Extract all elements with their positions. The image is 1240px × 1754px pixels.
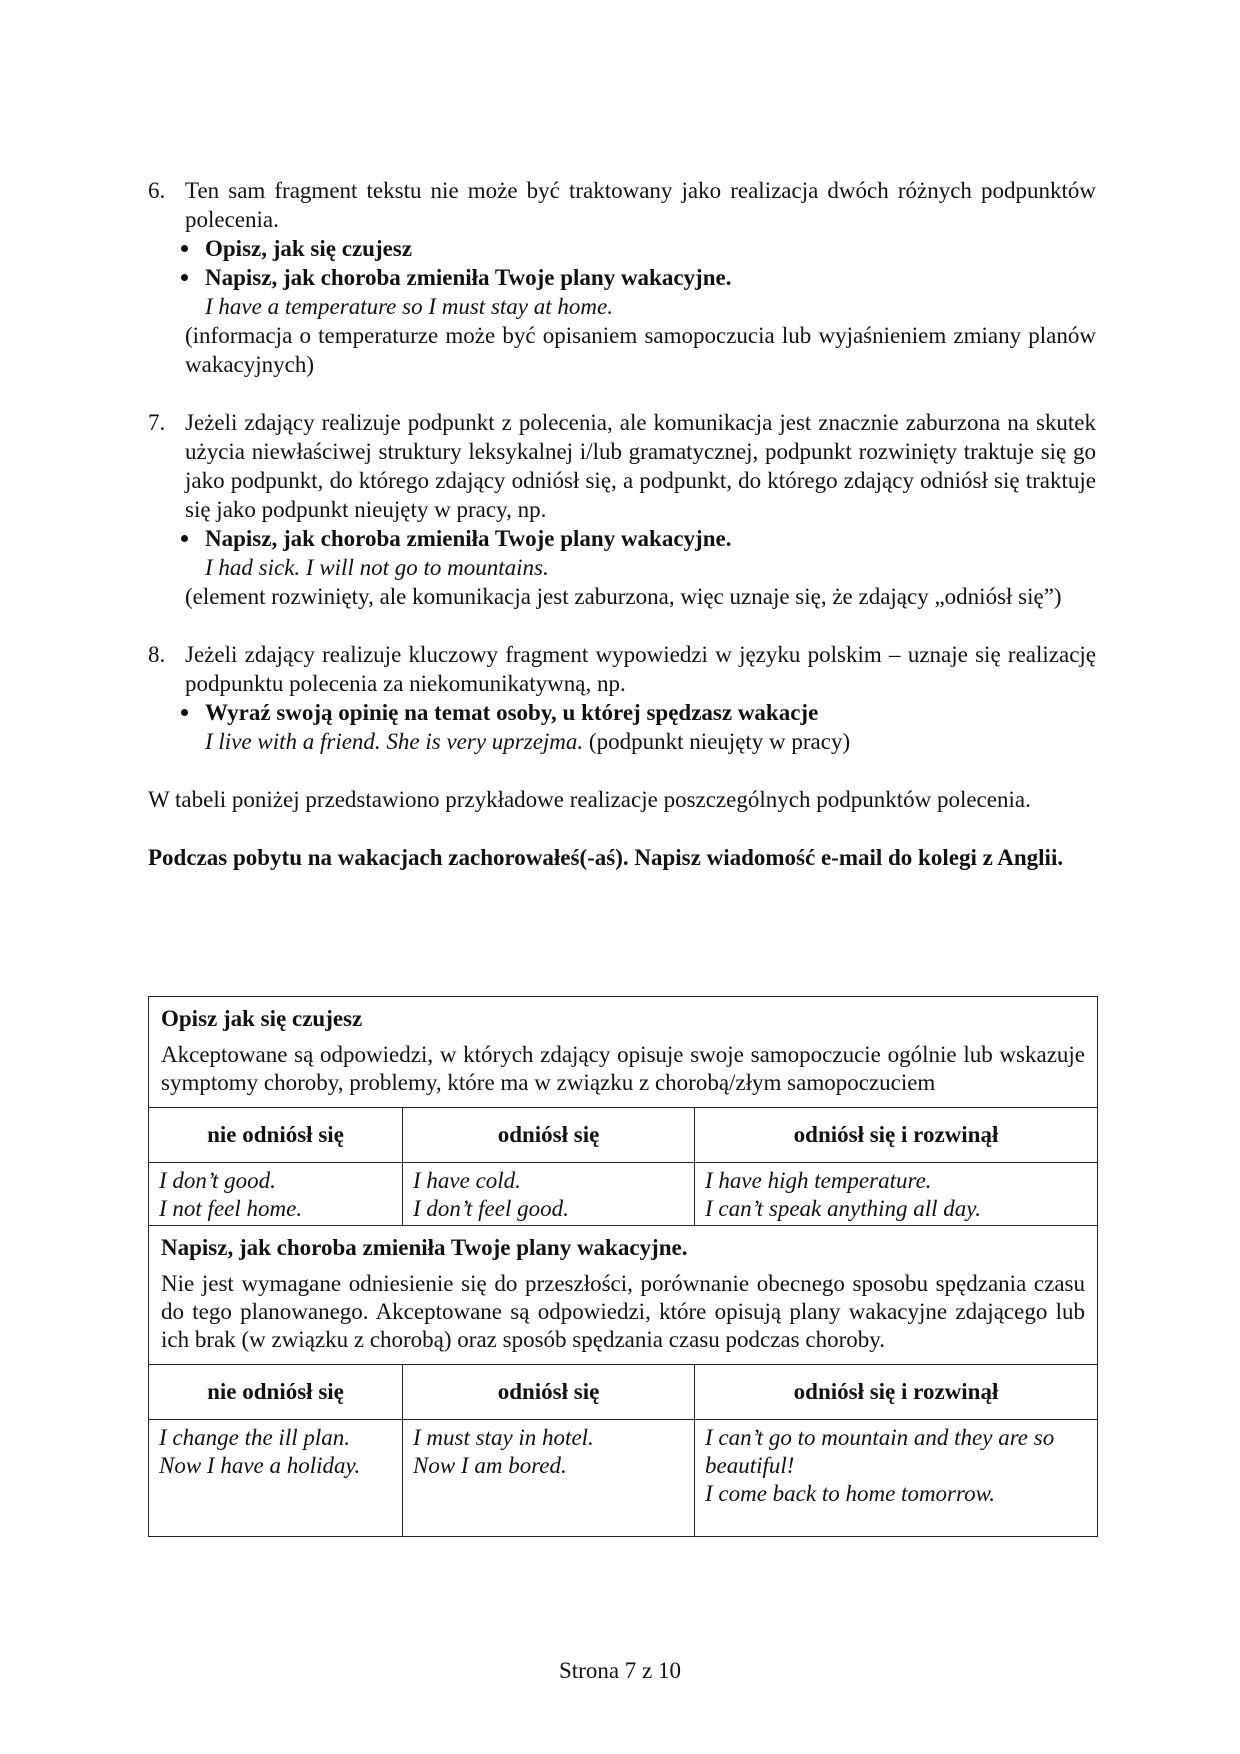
cell-line: I come back to home tomorrow. bbox=[705, 1481, 995, 1506]
task-heading: Podczas pobytu na wakacjach zachorowałeś(-aś). Napisz wiadomość e-mail do kolegi z Anglii. bbox=[148, 845, 1064, 870]
table-row bbox=[149, 1420, 1098, 1537]
column-header: odniósł się bbox=[403, 1365, 695, 1420]
rule-7 bbox=[148, 408, 1096, 524]
bullet-item: Napisz, jak choroba zmieniła Twoje plany wakacyjne. bbox=[148, 263, 1096, 292]
note-text: (informacja o temperaturze może być opisaniem samopoczucia lub wyjaśnieniem zmiany planów wakacyjnych) bbox=[185, 323, 1096, 377]
criteria-table bbox=[148, 996, 1098, 1537]
column-header: odniósł się i rozwinął bbox=[695, 1365, 1098, 1420]
rule-note bbox=[148, 321, 1096, 379]
document-body bbox=[148, 176, 1096, 872]
bullet-item: Wyraź swoją opinię na temat osoby, u której spędzasz wakacje bbox=[148, 698, 1096, 727]
cell-line: I can’t go to mountain and they are so beautiful! bbox=[705, 1425, 1055, 1478]
table-cell bbox=[695, 1420, 1098, 1537]
table-cell bbox=[403, 1420, 695, 1537]
rule-note bbox=[148, 582, 1096, 611]
column-header: odniósł się i rozwinął bbox=[695, 1108, 1098, 1163]
column-header: odniósł się bbox=[403, 1108, 695, 1163]
section-text: Nie jest wymagane odniesienie się do przeszłości, porównanie obecnego sposobu spędzania czasu do tego planowanego. Akceptowane są odpowiedzi, które opisują plany wakacyjne zdającego lub ich brak (w związku z chorobą) oraz sposób spędzania czasu podczas choroby. bbox=[161, 1271, 1086, 1352]
bullet-item: Napisz, jak choroba zmieniła Twoje plany wakacyjne. bbox=[148, 524, 1096, 553]
table-cell bbox=[149, 1163, 403, 1226]
example-text: I had sick. I will not go to mountains. bbox=[205, 555, 549, 580]
example-sentence: I live with a friend. She is very uprzejma. bbox=[205, 729, 584, 754]
cell-line: I change the ill plan. bbox=[159, 1425, 350, 1450]
cell-line: I have cold. bbox=[413, 1168, 521, 1193]
cell-line: I not feel home. bbox=[159, 1196, 303, 1221]
example-text bbox=[148, 727, 1096, 756]
rule-number: 8. bbox=[148, 642, 166, 667]
rule-number: 6. bbox=[148, 178, 166, 203]
column-header: nie odniósł się bbox=[149, 1108, 403, 1163]
rule-8-bullets bbox=[148, 698, 1096, 727]
rule-6-bullets bbox=[148, 234, 1096, 292]
intro-paragraph: W tabeli poniżej przedstawiono przykładowe realizacje poszczególnych podpunktów polecenia. bbox=[148, 787, 1031, 812]
cell-line: Now I am bored. bbox=[413, 1453, 567, 1478]
cell-line: I don’t feel good. bbox=[413, 1196, 569, 1221]
table-row bbox=[149, 1163, 1098, 1226]
rule-text: Jeżeli zdający realizuje podpunkt z polecenia, ale komunikacja jest znacznie zaburzona na skutek użycia niewłaściwej struktury leksykalnej i/lub gramatycznej, podpunkt rozwinięty traktuje się go jako podpunkt, do którego zdający odniósł się, a podpunkt, do którego zdający odniósł się traktuje się jako podpunkt nieujęty w pracy, np. bbox=[185, 410, 1096, 522]
rule-number: 7. bbox=[148, 410, 166, 435]
cell-line: Now I have a holiday. bbox=[159, 1453, 361, 1478]
table-cell bbox=[695, 1163, 1098, 1226]
column-header: nie odniósł się bbox=[149, 1365, 403, 1420]
rule-8 bbox=[148, 640, 1096, 698]
bullet-item: Opisz, jak się czujesz bbox=[148, 234, 1096, 263]
cell-line: I have high temperature. bbox=[705, 1168, 932, 1193]
section-description bbox=[149, 1226, 1098, 1365]
section-title: Opisz jak się czujesz bbox=[161, 1006, 363, 1031]
rule-text: Jeżeli zdający realizuje kluczowy fragment wypowiedzi w języku polskim – uznaje się realizację podpunktu polecenia za niekomunikatywną, np. bbox=[185, 642, 1096, 696]
section-description bbox=[149, 997, 1098, 1108]
rule-text: Ten sam fragment tekstu nie może być traktowany jako realizacja dwóch różnych podpunktów polecenia. bbox=[185, 178, 1096, 232]
table-cell bbox=[149, 1420, 403, 1537]
section-text: Akceptowane są odpowiedzi, w których zdający opisuje swoje samopoczucie ogólnie lub wskazuje symptomy choroby, problemy, które ma w związku z chorobą/złym samopoczuciem bbox=[161, 1042, 1086, 1095]
example-text: I have a temperature so I must stay at home. bbox=[205, 294, 613, 319]
rule-6 bbox=[148, 176, 1096, 234]
rule-7-bullets bbox=[148, 524, 1096, 553]
cell-line: I can’t speak anything all day. bbox=[705, 1196, 981, 1221]
table-cell bbox=[403, 1163, 695, 1226]
page-number: Strona 7 z 10 bbox=[558, 1658, 681, 1683]
cell-line: I must stay in hotel. bbox=[413, 1425, 594, 1450]
note-text: (element rozwinięty, ale komunikacja jest zaburzona, więc uznaje się, że zdający „odniósł się”) bbox=[185, 584, 1062, 609]
cell-line: I don’t good. bbox=[159, 1168, 276, 1193]
example-note: (podpunkt nieujęty w pracy) bbox=[588, 729, 851, 754]
section-title: Napisz, jak choroba zmieniła Twoje plany wakacyjne. bbox=[161, 1235, 688, 1260]
